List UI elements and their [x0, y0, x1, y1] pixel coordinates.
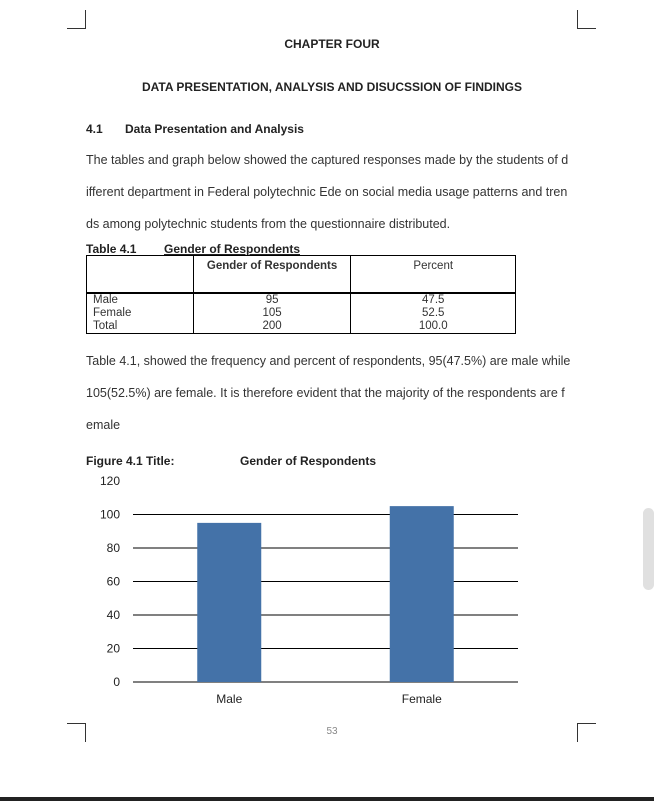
table-header-cell: Percent	[351, 256, 516, 294]
table-row	[87, 320, 516, 334]
intro-line: ds among polytechnic students from the questionnaire distributed.	[86, 217, 451, 231]
main-heading: DATA PRESENTATION, ANALYSIS AND DISUCSSION OF FINDINGS	[141, 80, 523, 94]
y-tick-label: 80	[106, 541, 120, 555]
crop-mark-top-right	[577, 10, 596, 29]
x-tick-label: Female	[401, 692, 442, 706]
table-cell: 200	[193, 320, 351, 334]
table-header-cell	[87, 256, 194, 294]
bar-female	[390, 506, 454, 682]
table-header-cell: Gender of Respondents	[193, 256, 351, 294]
table-caption	[86, 242, 300, 256]
table-cell: 95	[193, 293, 351, 307]
y-tick-label: 60	[106, 574, 120, 589]
table-row	[87, 293, 516, 307]
bar-chart	[0, 474, 654, 714]
section-title: Data Presentation and Analysis	[125, 122, 304, 136]
page-number: 53	[326, 726, 338, 737]
y-tick-label: 20	[106, 641, 120, 656]
table-row	[87, 307, 516, 320]
table-cell: 52.5	[351, 307, 516, 320]
table-cell: 105	[193, 307, 351, 320]
section-number: 4.1	[86, 122, 103, 136]
bar-male	[197, 523, 261, 682]
y-tick-label: 100	[99, 507, 120, 522]
figure-title: Gender of Respondents	[240, 454, 377, 468]
y-tick-label: 40	[106, 608, 120, 622]
y-tick-label: 120	[99, 474, 120, 488]
x-tick-label: Male	[216, 692, 243, 706]
intro-line: ifferent department in Federal polytechnic Ede on social media usage patterns and tren	[86, 185, 568, 199]
table-cell: Male	[87, 293, 194, 307]
intro-line: The tables and graph below showed the captured responses made by the students of d	[86, 153, 569, 167]
gender-table	[86, 255, 516, 334]
figure-caption	[86, 454, 376, 468]
table-header-row	[87, 256, 516, 294]
bottom-bar	[0, 797, 654, 801]
table-label: Table 4.1	[86, 242, 137, 256]
discussion-line: 105(52.5%) are female. It is therefore evident that the majority of the respondents are f	[86, 386, 565, 400]
section-heading	[86, 122, 304, 136]
table-cell: 47.5	[351, 293, 516, 307]
table-cell: 100.0	[351, 320, 516, 334]
y-tick-label: 0	[113, 675, 120, 689]
chapter-title: CHAPTER FOUR	[284, 37, 380, 51]
discussion-line: Table 4.1, showed the frequency and percent of respondents, 95(47.5%) are male while	[86, 354, 571, 368]
scrollbar-thumb[interactable]	[643, 508, 654, 590]
crop-mark-top-left	[67, 10, 86, 29]
table-cell: Female	[87, 307, 194, 320]
discussion-line: emale	[86, 418, 121, 432]
table-cell: Total	[87, 320, 194, 334]
table-title: Gender of Respondents	[164, 242, 301, 256]
figure-label: Figure 4.1 Title:	[86, 454, 175, 468]
